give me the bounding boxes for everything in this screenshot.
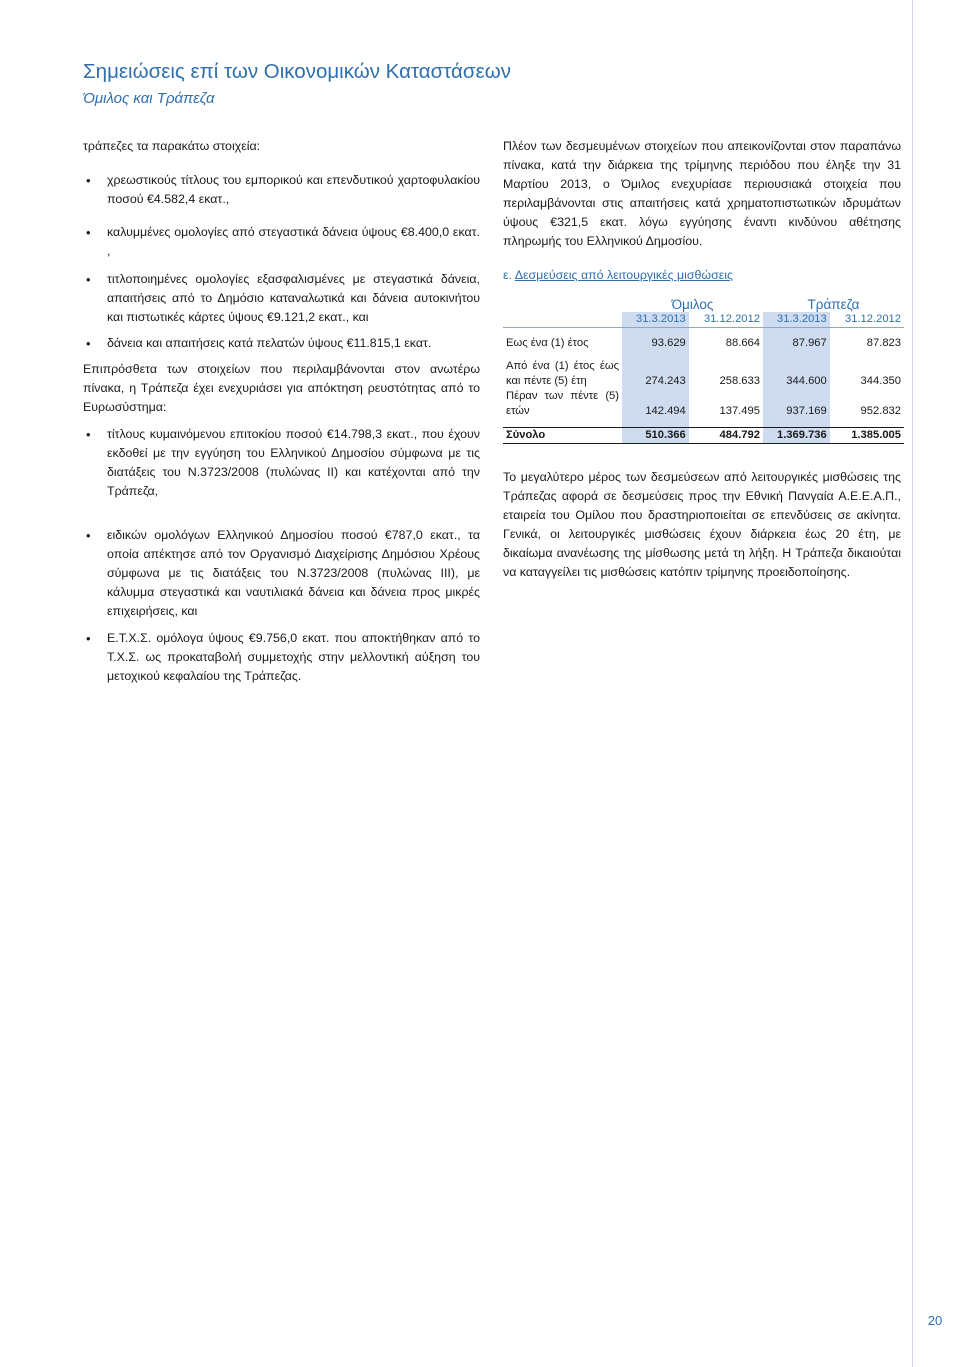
column-header: 31.3.2013	[622, 312, 689, 328]
group-header: Τράπεζα	[807, 297, 860, 312]
page-number: 20	[927, 1313, 943, 1328]
table-cell: 87.823	[866, 337, 901, 349]
section-heading	[503, 266, 901, 285]
table-cell: 88.664	[725, 337, 760, 349]
operating-lease-table	[503, 297, 904, 444]
list-item: • τίτλους κυμαινόμενου επιτοκίου ποσού €14.798,3 εκατ., που έχουν εκδοθεί με την εγγύηση του Ελληνικού Δημοσίου σύμφωνα με τις διατάξεις του Ν.3723/2008 (πυλώνας ΙΙ) και κατέχονται από την Τράπεζα,	[83, 425, 480, 501]
section-title: Δεσμεύσεις από λειτουργικές μισθώσεις	[514, 268, 733, 282]
table-cell: 142.494	[622, 389, 689, 419]
row-label: Σύνολο	[503, 428, 622, 444]
table-cell: 484.792	[689, 428, 763, 444]
table-cell: 93.629	[622, 336, 689, 351]
list-item: • ειδικών ομολόγων Ελληνικού Δημοσίου ποσού €787,0 εκατ., τα οποία απέκτησε από τον Οργανισμό Διαχείρισης Δημόσιου Χρέους σύμφωνα με τις διατάξεις του Ν.3723/2008 (πυλώνας ΙΙΙ), με κάλυμμα στεγαστικά και ναυτιλιακά δάνεια και δάνεια προς μικρές επιχειρήσεις, και	[83, 526, 480, 621]
table-row	[503, 336, 904, 351]
table-row	[503, 359, 904, 389]
intro-text: τράπεζες τα παρακάτω στοιχεία:	[83, 139, 261, 153]
column-header: 31.3.2013	[763, 312, 830, 328]
paragraph: Επιπρόσθετα των στοιχείων που περιλαμβάνονται στον ανωτέρω πίνακα, η Τράπεζα έχει ενεχυριάσει για απόκτηση ρευστότητας από το Ευρωσύστημα:	[83, 362, 480, 414]
row-label: Πέραν των πέντε (5) ετών	[506, 390, 619, 417]
group-header: Όμιλος	[671, 297, 714, 312]
table-cell: 137.495	[719, 405, 760, 417]
table-cell: 510.366	[622, 428, 689, 444]
row-label: Από ένα (1) έτος έως και πέντε (5) έτη	[506, 360, 619, 387]
table-cell: 258.633	[719, 375, 760, 387]
page-title: Σημειώσεις επί των Οικονομικών Καταστάσεων	[83, 60, 511, 83]
right-column	[503, 137, 901, 582]
row-label: Εως ένα (1) έτος	[506, 337, 589, 349]
table-date-header	[503, 312, 904, 328]
list-item: • τιτλοποιημένες ομολογίες εξασφαλισμένες με στεγαστικά δάνεια, απαιτήσεις από το Δημόσιο καταναλωτικά και δάνεια αυτοκινήτου και πιστωτικές κάρτες ύψους €9.121,2 εκατ., και	[83, 270, 480, 327]
paragraph: Το μεγαλύτερο μέρος των δεσμεύσεων από λειτουργικές μισθώσεις της Τράπεζας αφορά σε δεσμεύσεις προς την Εθνική Πανγαία Α.Ε.Ε.Α.Π., εταιρεία του Ομίλου που δραστηριοποιείται σε επενδύσεις σε ακίνητα. Γενικά, οι λειτουργικές μισθώσεις έχουν διάρκεια έως 20 έτη, με δικαίωμα ανανέωσης της μίσθωσης μετά τη λήξη. Η Τράπεζα δικαιούται να καταγγείλει τις μισθώσεις κατόπιν τρίμηνης προειδοποίησης.	[503, 470, 901, 579]
eurosystem-list	[83, 425, 480, 686]
list-item: • δάνεια και απαιτήσεις κατά πελατών ύψους €11.815,1 εκατ.	[83, 334, 480, 353]
table-cell: 1.385.005	[830, 428, 904, 444]
table-group-header	[503, 297, 904, 312]
paragraph: Πλέον των δεσμευμένων στοιχείων που απεικονίζονται στον παραπάνω πίνακα, κατά την διάρκεια της τρίμηνης περιόδου που έληξε την 31 Μαρτίου 2013, ο Όμιλος ενεχυρίασε περιουσιακά στοιχεία που περιλαμβάνονται στις απαιτήσεις κατά χρηματοπιστωτικών ιδρυμάτων ύψους €321,5 εκατ. λόγω εγγύησης έναντι κινδύνου αθέτησης πληρωμής του Ελληνικού Δημοσίου.	[503, 139, 901, 248]
pledged-assets-list	[83, 171, 480, 353]
left-column	[83, 137, 480, 686]
table-cell: 952.832	[860, 405, 901, 417]
section-prefix: ε.	[503, 268, 512, 282]
page-subtitle: Όμιλος και Τράπεζα	[83, 90, 215, 107]
column-header: 31.12.2012	[689, 312, 763, 328]
table-row	[503, 389, 904, 419]
list-item: • χρεωστικούς τίτλους του εμπορικού και επενδυτικού χαρτοφυλακίου ποσού €4.582,4 εκατ.,	[83, 171, 480, 209]
list-item: • Ε.Τ.Χ.Σ. ομόλογα ύψους €9.756,0 εκατ. που αποκτήθηκαν από το Τ.Χ.Σ. ως προκαταβολή συμμετοχής στην μελλοντική αύξηση του μετοχικού κεφαλαίου της Τράπεζας.	[83, 629, 480, 686]
column-header: 31.12.2012	[830, 312, 904, 328]
page-edge-bar	[912, 0, 960, 1367]
table-cell: 274.243	[622, 359, 689, 389]
table-cell: 937.169	[763, 389, 830, 419]
table-cell: 1.369.736	[763, 428, 830, 444]
table-cell: 87.967	[763, 336, 830, 351]
table-cell: 344.600	[763, 359, 830, 389]
table-cell: 344.350	[860, 375, 901, 387]
list-item: • καλυμμένες ομολογίες από στεγαστικά δάνεια ύψους €8.400,0 εκατ. ,	[83, 223, 480, 261]
table-total-row	[503, 428, 904, 444]
